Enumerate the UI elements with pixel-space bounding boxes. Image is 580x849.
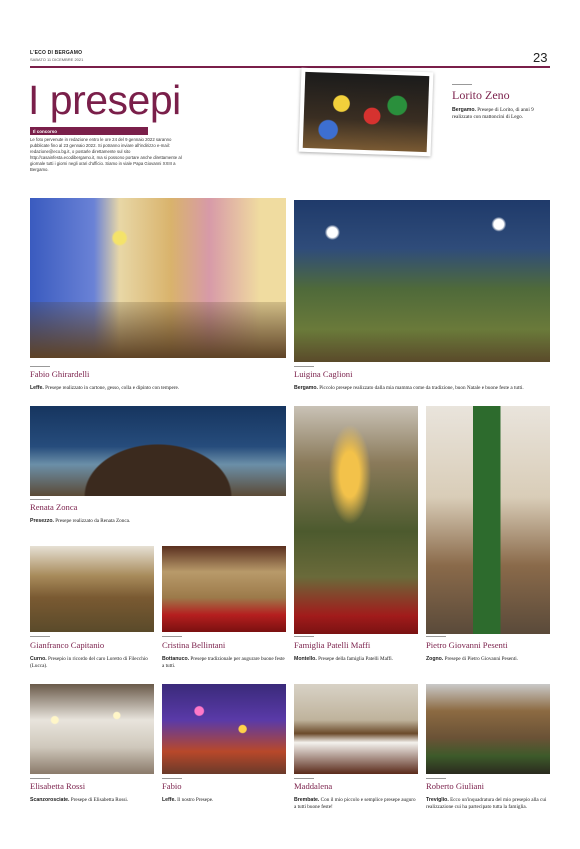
caption-cristina-bellintani: Bottanuco. Presepe tradizionale per augurare buone feste a tutti. [162,656,285,669]
name-maddalena: Maddalena [294,781,333,791]
caption-elisabetta-rossi: Scanzorosciate. Presepe di Elisabetta Rossi. [30,797,129,803]
photo-elisabetta-rossi [30,684,154,774]
caption-maddalena: Brembate. Con il mio piccolo e semplice presepe auguro a tutti buone feste! [294,797,416,810]
photo-fabio-ghirardelli [30,198,286,358]
caption-fabio: Leffe. Il nostro Presepe. [162,797,214,803]
caption-renata-zonca: Presezzo. Presepe realizzato da Renata Zonca. [30,518,131,524]
photo-cristina-bellintani [162,546,286,632]
caption-rule [426,636,446,637]
caption-pietro-giovanni-pesenti: Zogno. Presepe di Pietro Giovanni Pesenti. [426,656,518,662]
name-pietro-giovanni-pesenti: Pietro Giovanni Pesenti [426,640,508,650]
name-renata-zonca: Renata Zonca [30,502,78,512]
caption-rule [294,636,314,637]
caption-gianfranco-capitanio: Curno. Presepio in ricordo del caro Loretto di Filecchio (Lucca). [30,656,148,669]
caption-rule [162,778,182,779]
photo-pietro-giovanni-pesenti [426,406,550,634]
masthead: L'ECO DI BERGAMO [30,50,83,56]
photo-roberto-giuliani [426,684,550,774]
photo-renata-zonca [30,406,286,496]
photo-lorito-zeno [299,68,434,157]
section-kicker: Il concorso [30,127,148,135]
caption-rule [30,499,50,500]
name-elisabetta-rossi: Elisabetta Rossi [30,781,86,791]
photo-maddalena [294,684,418,774]
name-fabio: Fabio [162,781,182,791]
name-roberto-giuliani: Roberto Giuliani [426,781,484,791]
caption-rule [30,636,50,637]
caption-rule [30,778,50,779]
caption-fabio-ghirardelli: Leffe. Presepe realizzato in cartone, gesso, colla e dipinto con tempere. [30,385,180,391]
photo-famiglia-patelli-maffi [294,406,418,634]
photo-luigina-caglioni [294,200,550,362]
photo-gianfranco-capitanio [30,546,154,632]
section-title: I presepi [28,77,181,123]
header-rule [30,66,550,68]
caption-rule [162,636,182,637]
caption-rule [452,84,472,85]
name-luigina-caglioni: Luigina Caglioni [294,369,353,379]
caption-rule [294,366,314,367]
section-intro: Le foto pervenute in redazione entro le ore 24 del 9 gennaio 2022 saranno pubblicate fino al 23 gennaio 2022. Si potranno inviare all'indirizzo e-mail: redazione@eco.bg.it, o postarle direttamente sul sito http://casainfesta.ecodibergamo.it, ma si possono portare anche direttamente al giornale tutti i giorni negli orari d'ufficio. Siamo in viale Papa Giovanni XXIII a Bergamo. [30,137,182,172]
name-famiglia-patelli-maffi: Famiglia Patelli Maffi [294,640,371,650]
caption-rule [294,778,314,779]
photo-fabio [162,684,286,774]
caption-lorito-zeno: Bergamo. Presepe di Lorito, di anni 9 realizzato con mattoncini di Lego. [452,107,534,120]
caption-rule [426,778,446,779]
page-number: 23 [533,50,548,65]
caption-roberto-giuliani: Treviglio. Ecco un'inquadratura del mio presepio alla cui realizzazione cui ha partecipato tutta la famiglia. [426,797,547,810]
name-lorito-zeno: Lorito Zeno [452,88,510,102]
caption-rule [30,366,50,367]
caption-famiglia-patelli-maffi: Montello. Presepe della famiglia Patelli Maffi. [294,656,394,662]
name-cristina-bellintani: Cristina Bellintani [162,640,226,650]
issue-date: SABATO 11 DICEMBRE 2021 [30,57,84,62]
caption-luigina-caglioni: Bergamo. Piccolo presepe realizzato dalla mia mamma come da tradizione, buon Natale e buone feste a tutti. [294,385,524,391]
name-fabio-ghirardelli: Fabio Ghirardelli [30,369,90,379]
name-gianfranco-capitanio: Gianfranco Capitanio [30,640,105,650]
